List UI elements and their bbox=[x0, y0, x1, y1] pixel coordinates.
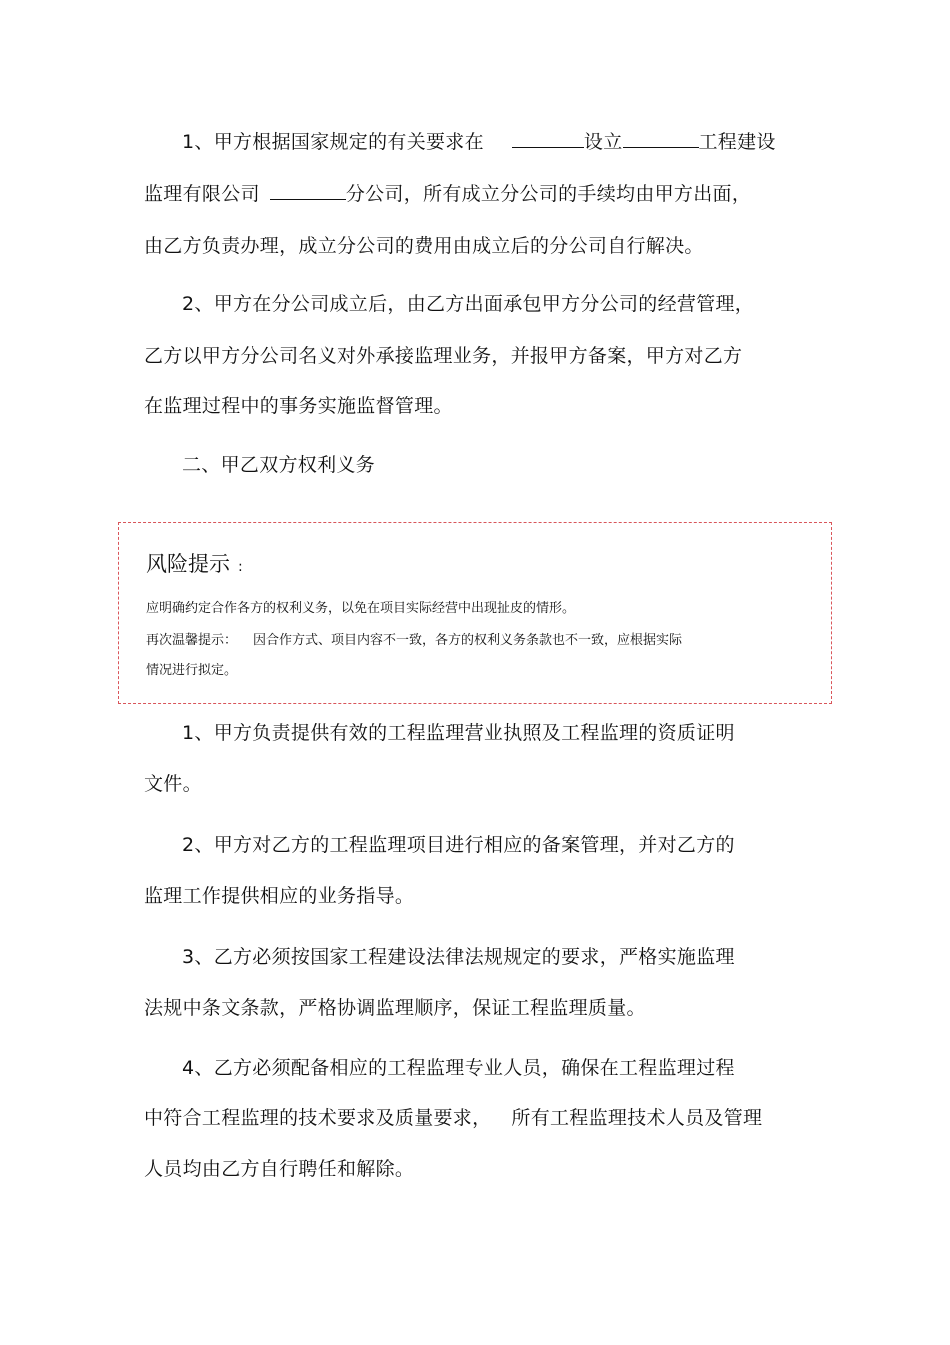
risk-line-2-text: 因合作方式、项目内容不一致，各方的权利义务条款也不一致，应根据实际 bbox=[253, 633, 683, 648]
s1-p2-line1: 2、甲方在分公司成立后，由乙方出面承包甲方分公司的经营管理， bbox=[182, 293, 755, 315]
blank-location bbox=[512, 129, 584, 148]
s1-p1-line1-text-c: 工程建设 bbox=[698, 131, 776, 153]
s2-p4-line2-text-b: 所有工程监理技术人员及管理 bbox=[511, 1107, 763, 1129]
section-heading: 二、甲乙双方权利义务 bbox=[182, 454, 376, 476]
s2-p3-line2: 法规中条文条款，严格协调监理顺序，保证工程监理质量。 bbox=[144, 997, 646, 1019]
risk-line-3: 情况进行拟定。 bbox=[146, 663, 238, 678]
blank-branch-name bbox=[270, 181, 346, 200]
s1-p2-line3: 在监理过程中的事务实施监督管理。 bbox=[144, 395, 453, 417]
s1-p1-line3: 由乙方负责办理，成立分公司的费用由成立后的分公司自行解决。 bbox=[144, 235, 704, 257]
s1-p1-line1 bbox=[182, 129, 776, 155]
s1-p1-line2-text-b: 分公司，所有成立分公司的手续均由甲方出面， bbox=[345, 183, 752, 205]
s2-p2-line2: 监理工作提供相应的业务指导。 bbox=[144, 885, 415, 907]
risk-line-1: 应明确约定合作各方的权利义务，以免在项目实际经营中出现扯皮的情形。 bbox=[146, 601, 576, 616]
s1-p2-line2: 乙方以甲方分公司名义对外承接监理业务，并报甲方备案，甲方对乙方 bbox=[144, 345, 743, 367]
s2-p2-line1: 2、甲方对乙方的工程监理项目进行相应的备案管理，并对乙方的 bbox=[182, 834, 735, 856]
s2-p4-line2-text-a: 中符合工程监理的技术要求及质量要求， bbox=[144, 1107, 492, 1129]
risk-title-colon: : bbox=[238, 559, 243, 575]
s2-p4-line2 bbox=[144, 1105, 762, 1131]
s2-p1-line2: 文件。 bbox=[144, 773, 202, 795]
risk-line-2 bbox=[146, 632, 682, 650]
s2-p3-line1: 3、乙方必须按国家工程建设法律法规规定的要求，严格实施监理 bbox=[182, 946, 735, 968]
risk-line-2-label: 再次温馨提示： bbox=[146, 633, 238, 648]
blank-company-name bbox=[623, 129, 699, 148]
s1-p1-line1-text-a: 1、甲方根据国家规定的有关要求在 bbox=[182, 131, 484, 153]
s1-p1-line1-text-b: 设立 bbox=[583, 131, 623, 153]
s1-p1-line2-text-a: 监理有限公司 bbox=[144, 183, 260, 205]
s1-p1-line2 bbox=[144, 181, 751, 207]
risk-notice-title bbox=[146, 550, 243, 581]
risk-title-text: 风险提示 bbox=[146, 552, 230, 576]
s2-p4-line3: 人员均由乙方自行聘任和解除。 bbox=[144, 1158, 415, 1180]
s2-p4-line1: 4、乙方必须配备相应的工程监理专业人员，确保在工程监理过程 bbox=[182, 1057, 735, 1079]
s2-p1-line1: 1、甲方负责提供有效的工程监理营业执照及工程监理的资质证明 bbox=[182, 722, 735, 744]
